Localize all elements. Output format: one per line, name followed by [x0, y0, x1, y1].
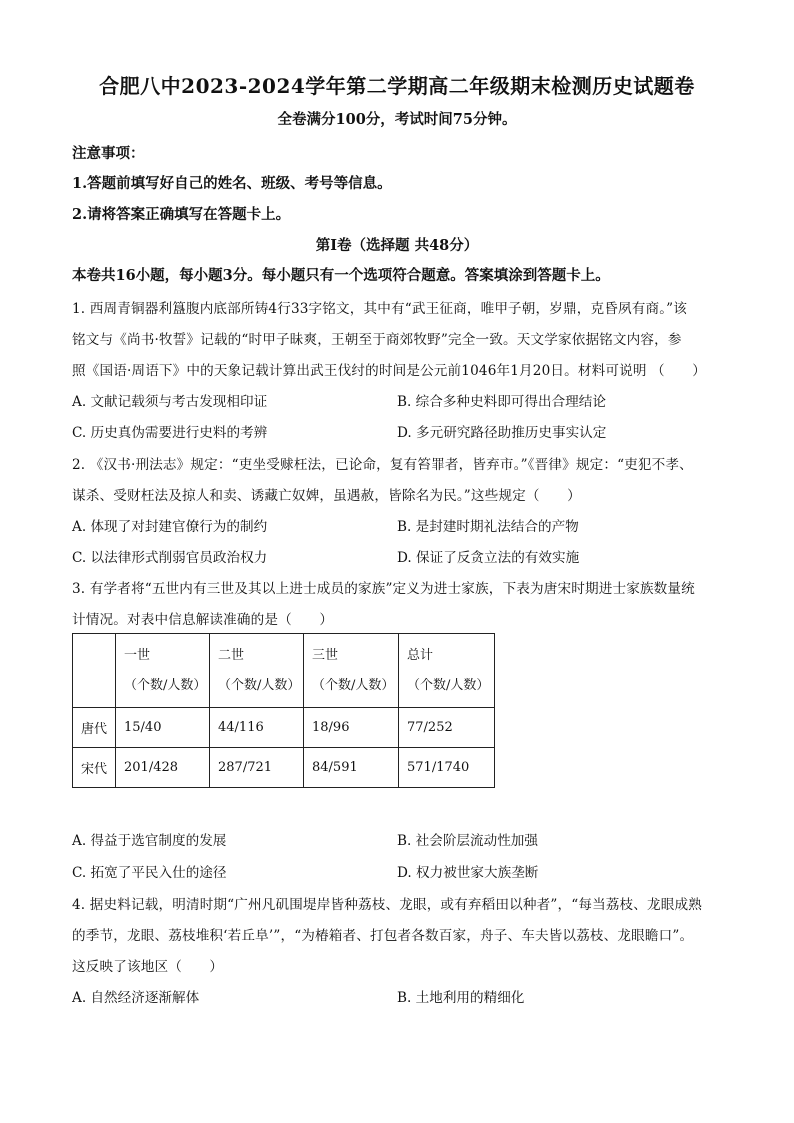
question-4-option-a: A. 自然经济逐渐解体 [72, 990, 200, 1006]
table-header-cell [304, 634, 399, 708]
question-2-option-b: B. 是封建时期礼法结合的产物 [397, 519, 579, 535]
header-unit: （个数/人数） [218, 677, 301, 693]
table-header-cell [73, 634, 116, 708]
notes-heading: 注意事项： [72, 145, 145, 162]
question-3-text: 3. 有学者将“五世内有三世及其以上进士成员的家族”定义为进士家族，下表为唐宋时期进士家族数量统 [72, 581, 695, 597]
header-unit: （个数/人数） [312, 677, 395, 693]
header-label: 三世 [312, 647, 339, 663]
table-cell: 201/428 [116, 748, 210, 788]
table-cell: 77/252 [399, 708, 495, 748]
question-4-option-b: B. 土地利用的精细化 [397, 990, 525, 1006]
section-title: 第Ⅰ卷（选择题 共48分） [315, 237, 479, 254]
table-row [73, 708, 495, 748]
question-2-option-a: A. 体现了对封建官僚行为的制约 [72, 519, 268, 535]
question-4-text: 4. 据史料记载，明清时期“广州凡矶围堤岸皆种荔枝、龙眼，或有弃稻田以种者”，“每当荔枝、龙眼成熟 [72, 897, 703, 913]
header-unit: （个数/人数） [407, 677, 490, 693]
table-header-cell [210, 634, 304, 708]
notes-item: 1.答题前填写好自己的姓名、班级、考号等信息。 [72, 175, 392, 192]
header-label: 二世 [218, 647, 245, 663]
question-1-text: 铭文与《尚书·牧誓》记载的“时甲子昧爽，王朝至于商郊牧野”完全一致。天文学家依据铭文内容，参 [72, 332, 682, 348]
question-2-text: 谋杀、受财枉法及掠人和卖、诱藏亡奴婢，虽遇赦，皆除名为民。”这些规定（ ） [72, 488, 581, 504]
question-2-option-d: D. 保证了反贪立法的有效实施 [397, 550, 580, 566]
table-row [73, 748, 495, 788]
question-3-option-b: B. 社会阶层流动性加强 [397, 833, 538, 849]
header-label: 一世 [124, 647, 151, 663]
jinshi-family-table [72, 633, 495, 788]
table-cell: 唐代 [73, 708, 116, 748]
notes-item: 2.请将答案正确填写在答题卡上。 [72, 206, 291, 223]
question-4-text: 的季节，龙眼、荔枝堆积‘若丘阜’”，“为椿箱者、打包者各数百家，舟子、车夫皆以荔枝、龙眼瞻口”。 [72, 928, 694, 944]
question-1-option-d: D. 多元研究路径助推历史事实认定 [397, 425, 607, 441]
question-1-text: 1. 西周青铜器利簋腹内底部所铸4行33字铭文，其中有“武王征商，唯甲子朝，岁鼎，克昏夙有商。”该 [72, 301, 688, 317]
table-header-cell [116, 634, 210, 708]
question-1-text: 照《国语·周语下》中的天象记载计算出武王伐纣的时间是公元前1046年1月20日。材料可说明 （ ） [72, 363, 707, 379]
question-4-text: 这反映了该地区（ ） [72, 959, 224, 975]
table-cell: 宋代 [73, 748, 116, 788]
table-cell: 571/1740 [399, 748, 495, 788]
table-cell: 44/116 [210, 708, 304, 748]
table-header-row [73, 634, 495, 708]
table-cell: 287/721 [210, 748, 304, 788]
question-2-text: 2. 《汉书·刑法志》规定：“吏坐受赇枉法，已论命，复有笞罪者，皆弃市。”《晋律》规定：“吏犯不孝、 [72, 457, 693, 473]
header-unit: （个数/人数） [124, 677, 207, 693]
question-3-option-c: C. 拓宽了平民入仕的途径 [72, 865, 227, 881]
header-label: 总计 [407, 647, 434, 663]
question-3-text: 计情况。对表中信息解读准确的是（ ） [72, 612, 334, 628]
question-3-option-a: A. 得益于选官制度的发展 [72, 833, 227, 849]
table-header-cell [399, 634, 495, 708]
question-1-option-a: A. 文献记载须与考古发现相印证 [72, 394, 268, 410]
question-1-option-c: C. 历史真伪需要进行史料的考辨 [72, 425, 268, 441]
table-cell: 84/591 [304, 748, 399, 788]
question-3-option-d: D. 权力被世家大族垄断 [397, 865, 539, 881]
exam-subtitle: 全卷满分100分，考试时间75分钟。 [277, 111, 517, 128]
section-instruction: 本卷共16小题，每小题3分。每小题只有一个选项符合题意。答案填涂到答题卡上。 [72, 267, 610, 284]
table-cell: 15/40 [116, 708, 210, 748]
table-cell: 18/96 [304, 708, 399, 748]
question-2-option-c: C. 以法律形式削弱官员政治权力 [72, 550, 268, 566]
question-1-option-b: B. 综合多种史料即可得出合理结论 [397, 394, 606, 410]
exam-title: 合肥八中2023-2024学年第二学期高二年级期末检测历史试题卷 [99, 74, 695, 98]
